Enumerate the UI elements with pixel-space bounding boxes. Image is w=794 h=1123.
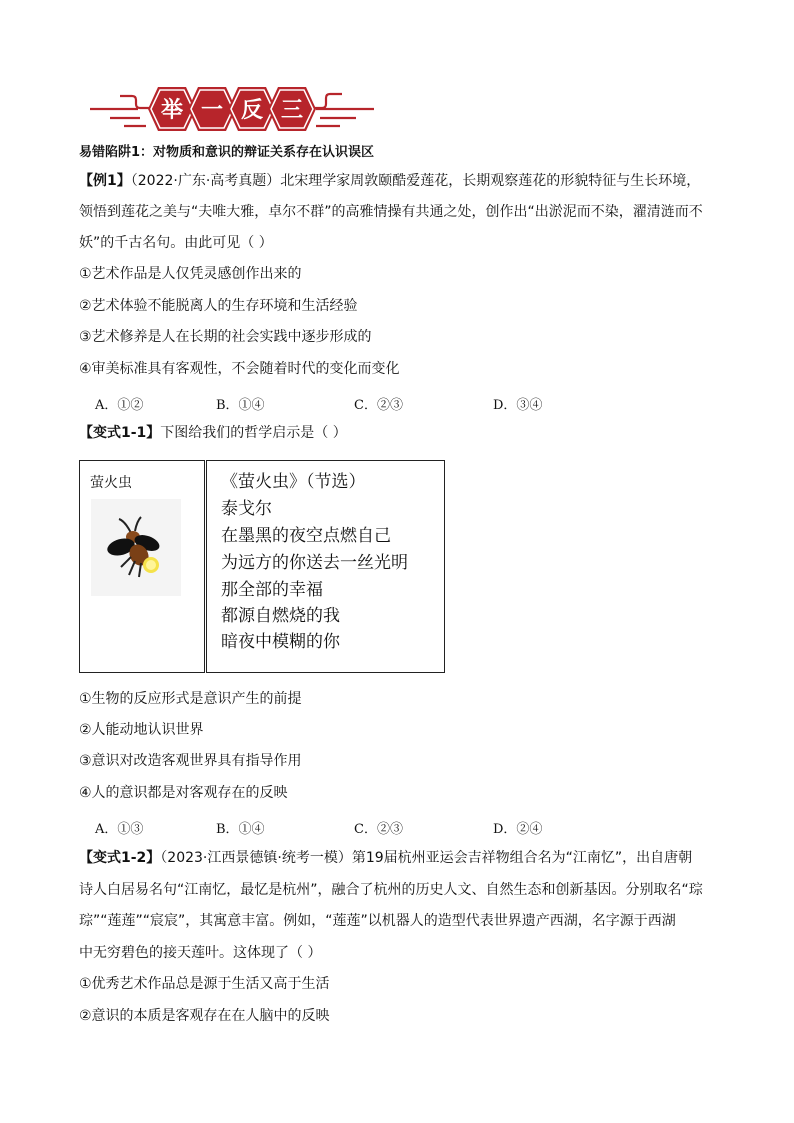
example-1-item-2: ②艺术体验不能脱离人的生存环境和生活经验 bbox=[79, 298, 358, 314]
example-1-tag: 【例1】 bbox=[79, 173, 131, 189]
banner-right-ornament bbox=[312, 94, 374, 126]
firefly-label: 萤火虫 bbox=[90, 475, 132, 491]
example-1-option-c[interactable]: C．②③ bbox=[354, 398, 403, 413]
example-1-option-b[interactable]: B．①④ bbox=[216, 398, 265, 413]
variant-1-1-item-1: ①生物的反应形式是意识产生的前提 bbox=[79, 691, 302, 707]
poem-author: 泰戈尔 bbox=[221, 499, 272, 519]
banner-char: 反 bbox=[240, 98, 264, 123]
banner-char: 一 bbox=[200, 98, 224, 123]
poem-line-3: 那全部的幸福 bbox=[221, 580, 323, 600]
variant-1-2-line-4: 中无穷碧色的接天莲叶。这体现了（ ） bbox=[79, 945, 322, 961]
variant-1-2-text-1: （2023·江西景德镇·统考一模）第19届杭州亚运会吉祥物组合名为“江南忆”，出自唐朝 bbox=[160, 850, 693, 866]
firefly-icon bbox=[91, 499, 181, 596]
variant-1-2-item-2: ②意识的本质是客观存在在人脑中的反映 bbox=[79, 1008, 330, 1024]
firefly-image-panel bbox=[79, 460, 205, 673]
example-1-text-1: （2022·广东·高考真题）北宋理学家周敦颐酷爱莲花，长期观察莲花的形貌特征与生长环境， bbox=[130, 173, 701, 189]
poem-line-1: 在墨黑的夜空点燃自己 bbox=[221, 526, 391, 546]
variant-1-1-item-4: ④人的意识都是对客观存在的反映 bbox=[79, 785, 288, 801]
poem-line-5: 暗夜中模糊的你 bbox=[221, 632, 340, 652]
example-1-line-2: 领悟到莲花之美与“夫唯大雅，卓尔不群”的高雅情操有共通之处，创作出“出淤泥而不染，濯清涟而不 bbox=[79, 204, 703, 220]
poem-line-4: 都源自燃烧的我 bbox=[221, 606, 340, 626]
variant-1-1-option-d[interactable]: D．②④ bbox=[493, 822, 543, 837]
variant-1-2-tag: 【变式1-2】 bbox=[79, 850, 161, 866]
section-title: 易错陷阱1：对物质和意识的辩证关系存在认识误区 bbox=[79, 145, 375, 160]
example-1-option-a[interactable]: A．①② bbox=[95, 398, 144, 413]
variant-1-1-question bbox=[79, 423, 347, 443]
banner-char: 三 bbox=[280, 98, 304, 123]
variant-1-1-item-2: ②人能动地认识世界 bbox=[79, 722, 204, 738]
variant-1-2-line-2: 诗人白居易名句“江南忆，最忆是杭州”，融合了杭州的历史人文、自然生态和创新基因。分别取名“琮 bbox=[79, 882, 703, 898]
example-1-item-1: ①艺术作品是人仅凭灵感创作出来的 bbox=[79, 266, 302, 282]
variant-1-2-line-1 bbox=[79, 848, 692, 868]
variant-1-1-option-c[interactable]: C．②③ bbox=[354, 822, 403, 837]
variant-1-1-text: 下图给我们的哲学启示是（ ） bbox=[160, 425, 347, 441]
variant-1-1-option-a[interactable]: A．①③ bbox=[95, 822, 144, 837]
banner-header bbox=[80, 82, 380, 138]
example-1-option-d[interactable]: D．③④ bbox=[493, 398, 543, 413]
banner-char: 举 bbox=[160, 98, 184, 123]
variant-1-1-tag: 【变式1-1】 bbox=[79, 425, 161, 441]
example-1-line-3: 妖”的千古名句。由此可见（ ） bbox=[79, 235, 273, 251]
firefly-image bbox=[91, 499, 181, 596]
poem-line-2: 为远方的你送去一丝光明 bbox=[221, 553, 408, 573]
variant-1-1-option-b[interactable]: B．①④ bbox=[216, 822, 265, 837]
variant-1-1-item-3: ③意识对改造客观世界具有指导作用 bbox=[79, 753, 302, 769]
banner-left-ornament bbox=[90, 96, 152, 126]
example-1-item-3: ③艺术修养是人在长期的社会实践中逐步形成的 bbox=[79, 329, 372, 345]
poem-title: 《萤火虫》（节选） bbox=[221, 472, 366, 492]
variant-1-2-line-3: 琮”“莲莲”“宸宸”，其寓意丰富。例如，“莲莲”以机器人的造型代表世界遗产西湖，名字源于西湖 bbox=[79, 913, 676, 929]
example-1-line-1 bbox=[79, 171, 700, 191]
variant-1-2-item-1: ①优秀艺术作品总是源于生活又高于生活 bbox=[79, 976, 330, 992]
example-1-item-4: ④审美标准具有客观性，不会随着时代的变化而变化 bbox=[79, 361, 400, 377]
